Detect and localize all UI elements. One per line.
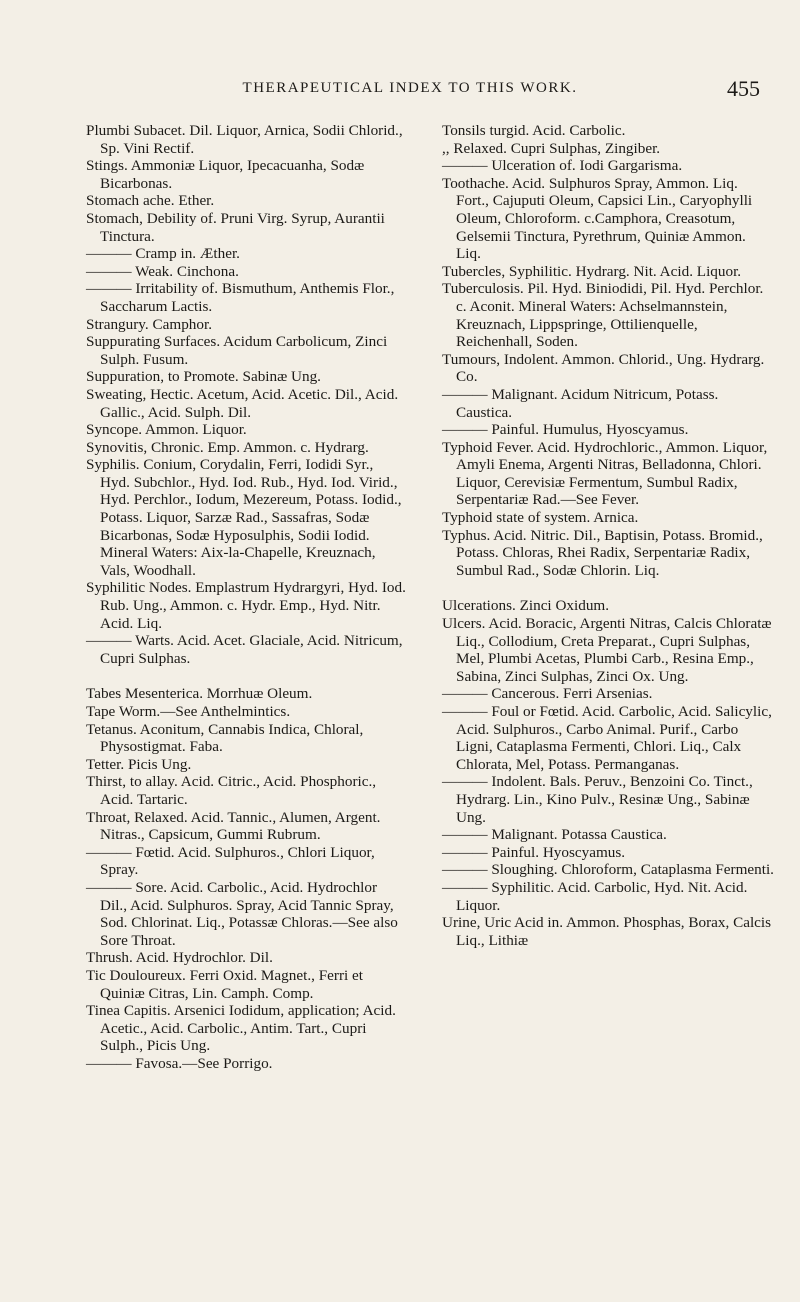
right-column [442,122,774,949]
index-entry: ,, Relaxed. Cupri Sulphas, Zingiber. [442,139,661,157]
index-entry: Stomach ache. Ether. [86,192,215,210]
index-entry: Suppurating Surfaces. Acidum Carbolicum, Zinci Sulph. Fusum. [86,333,388,368]
index-entry: ——— Weak. Cinchona. [86,262,239,280]
index-entry: Typhoid Fever. Acid. Hydrochloric., Ammon. Liquor, Amyli Enema, Argenti Nitras, Belladonna, Chlori. Liquor, Cerevisiæ Fermentum, Sumbul Radix, Serpentariæ Rad.—See Fever. [442,438,768,509]
index-entry: Strangury. Camphor. [86,315,212,333]
index-entry: Tinea Capitis. Arsenici Iodidum, application; Acid. Acetic., Acid. Carbolic., Antim. Tart., Cupri Sulph., Picis Ung. [86,1002,396,1055]
index-entry: ——— Syphilitic. Acid. Carbolic, Hyd. Nit. Acid. Liquor. [442,878,748,914]
index-entry: ——— Indolent. Bals. Peruv., Benzoini Co. Tinct., Hydrarg. Lin., Kino Pulv., Resinæ Ung., Sabinæ Ung. [442,773,753,826]
index-entry: Sweating, Hectic. Acetum, Acid. Acetic. Dil., Acid. Gallic., Acid. Sulph. Dil. [86,385,399,421]
page-header [60,76,760,102]
index-entry: ——— Favosa.—See Porrigo. [86,1054,273,1072]
index-entry: Urine, Uric Acid in. Ammon. Phosphas, Borax, Calcis Liq., Lithiæ [442,914,772,949]
index-entry: ——— Cancerous. Ferri Arsenias. [442,685,653,703]
index-entry: ——— Malignant. Potassa Caustica. [442,826,667,844]
page-number: 455 [727,76,760,101]
index-entry: Toothache. Acid. Sulphuros Spray, Ammon. Liq. Fort., Cajuputi Oleum, Capsici Lin., Caryophylli Oleum, Chloroform. c.Camphora, Creasotum, Gelsemii Tinctura, Pyrethrum, Quiniæ Ammon. Liq. [442,174,753,263]
index-entry: Typhus. Acid. Nitric. Dil., Baptisin, Potass. Bromid., Potass. Chloras, Rhei Radix, Serpentariæ Radix, Sumbul Rad., Sodæ Chlorin. Liq. [442,526,763,579]
index-entry: Tuberculosis. Pil. Hyd. Biniodidi, Pil. Hyd. Perchlor. c. Aconit. Mineral Waters: Achselmannstein, Kreuznach, Lippspringe, Ottilienquelle, Reichenhall, Soden. [442,280,764,351]
section-gap [86,667,406,685]
index-entry: Typhoid state of system. Arnica. [442,509,639,527]
index-entry: ——— Painful. Humulus, Hyoscyamus. [442,421,689,439]
index-entry: Thrush. Acid. Hydrochlor. Dil. [86,949,273,967]
index-entry: Syphilitic Nodes. Emplastrum Hydrargyri, Hyd. Iod. Rub. Ung., Ammon. c. Hydr. Emp., Hyd. Nitr. Acid. Liq. [86,579,406,632]
index-entry: Tumours, Indolent. Ammon. Chlorid., Ung. Hydrarg. Co. [442,350,765,386]
index-entry: Stomach, Debility of. Pruni Virg. Syrup, Aurantii Tinctura. [86,209,385,245]
index-entry: Suppuration, to Promote. Sabinæ Ung. [86,368,321,386]
index-entry: Throat, Relaxed. Acid. Tannic., Alumen, Argent. Nitras., Capsicum, Gummi Rubrum. [86,808,381,844]
index-entry: ——— Cramp in. Æther. [86,245,240,263]
index-entry: ——— Sore. Acid. Carbolic., Acid. Hydrochlor Dil., Acid. Sulphuros. Spray, Acid Tannic Spray, Sod. Chlorinat. Liq., Potassæ Chloras.—See also Sore Throat. [86,878,398,949]
index-entry: ——— Sloughing. Chloroform, Cataplasma Fermenti. [442,861,774,879]
index-entry: Tonsils turgid. Acid. Carbolic. [442,122,626,139]
index-entry: Tic Douloureux. Ferri Oxid. Magnet., Ferri et Quiniæ Citras, Lin. Camph. Comp. [86,966,363,1002]
index-entry: Thirst, to allay. Acid. Citric., Acid. Phosphoric., Acid. Tartaric. [86,773,377,808]
index-entry: ——— Irritability of. Bismuthum, Anthemis Flor., Saccharum Lactis. [86,280,395,315]
index-entry: ——— Painful. Hyoscyamus. [442,843,626,861]
index-entry: Stings. Ammoniæ Liquor, Ipecacuanha, Sodæ Bicarbonas. [86,157,365,192]
index-entry: Tetanus. Aconitum, Cannabis Indica, Chloral, Physostigmat. Faba. [86,720,364,756]
index-entry: ——— Malignant. Acidum Nitricum, Potass. Caustica. [442,385,719,421]
index-entry: Syncope. Ammon. Liquor. [86,421,247,439]
index-entry: Tabes Mesenterica. Morrhuæ Oleum. [86,685,313,703]
index-entry: Tetter. Picis Ung. [86,755,192,773]
index-entry: ——— Fœtid. Acid. Sulphuros., Chlori Liquor, Spray. [86,843,375,879]
index-entry: Ulcerations. Zinci Oxidum. [442,597,610,615]
index-entry: Ulcers. Acid. Boracic, Argenti Nitras, Calcis Chloratæ Liq., Collodium, Creta Preparat., Cupri Sulphas, Mel, Plumbi Acetas, Plumbi Carb., Resina Emp., Sabina, Zinci Sulphas, Zinci Ox. Ung. [442,615,772,685]
index-entry: Tubercles, Syphilitic. Hydrarg. Nit. Acid. Liquor. [442,262,742,280]
index-entry: Synovitis, Chronic. Emp. Ammon. c. Hydrarg. [86,438,369,456]
index-entry: Syphilis. Conium, Corydalin, Ferri, Iodidi Syr., Hyd. Subchlor., Hyd. Iod. Rub., Hyd. Iod. Virid., Hyd. Perchlor., Iodum, Mezereum, Potass. Iodid., Potass. Liquor, Sarzæ Rad., Sassafras, Sodæ Bicarbonas, Sodæ Hyposulphis, Sodii Iodid. Mineral Waters: Aix-la-Chapelle, Kreuznach, Vals, Woodhall. [86,456,402,579]
index-entry: ——— Foul or Fœtid. Acid. Carbolic, Acid. Salicylic, Acid. Sulphuros., Carbo Animal. Purif., Carbo Ligni, Cataplasma Fermenti, Chlori. Liq., Calx Chlorata, Mel, Potass. Permanganas. [442,703,772,773]
running-title: THERAPEUTICAL INDEX TO THIS WORK. [242,80,578,96]
section-gap [442,579,774,597]
index-entry: ——— Warts. Acid. Acet. Glaciale, Acid. Nitricum, Cupri Sulphas. [86,632,403,667]
index-entry: Plumbi Subacet. Dil. Liquor, Arnica, Sodii Chlorid., Sp. Vini Rectif. [86,122,403,157]
index-entry: ——— Ulceration of. Iodi Gargarisma. [442,157,683,175]
left-column [86,122,406,1072]
index-entry: Tape Worm.—See Anthelmintics. [86,703,291,720]
